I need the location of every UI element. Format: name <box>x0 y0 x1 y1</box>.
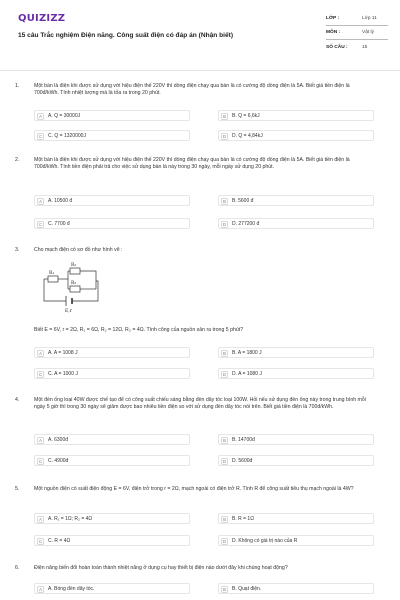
option-text: A. R₁ = 1Ω; R₂ = 4Ω <box>48 516 93 523</box>
question-stem: Một bàn là điện khi được sử dụng với hiệu điện thế 220V thì dòng điện chạy qua bàn là có cường độ dòng điện là 5A. Biết giá tiền điện là 700đ/kWh. Tính nhiệt lượng mà là tỏa ra trong 20 phút. <box>34 83 350 97</box>
option-letter: D <box>222 221 227 227</box>
option-letter: B <box>221 586 228 593</box>
option-b[interactable] <box>218 434 374 445</box>
option-d[interactable] <box>218 218 374 229</box>
option-b[interactable] <box>218 195 374 206</box>
option-letter: D <box>222 133 227 139</box>
option-a[interactable] <box>34 583 190 594</box>
option-c[interactable] <box>34 218 190 229</box>
meta-class-value: Lớp 11 <box>362 16 377 21</box>
meta-divider <box>326 25 388 26</box>
option-c[interactable] <box>34 455 190 466</box>
option-b[interactable] <box>218 583 374 594</box>
option-text: B. 5600 đ <box>232 198 254 205</box>
question-number: 5. <box>15 486 20 492</box>
circuit-diagram <box>40 261 104 313</box>
option-text: B. Quạt điện. <box>232 586 262 593</box>
meta-subject-label: MÔN : <box>326 30 341 35</box>
label-r1: R₁ <box>49 271 55 276</box>
meta-subject-value: Vật lý <box>362 30 374 35</box>
option-letter: C <box>38 133 43 139</box>
option-b[interactable] <box>218 513 374 524</box>
question-stem: Một bàn là điện khi được sử dụng với hiệu điện thế 220V thì dòng điện chạy qua bàn là có cường độ dòng điện là 5A. Biết giá tiền điện là 700đ/kWh. Tính tiền điện phải trả cho việc sử dụng bàn là này trong 30 ngày, mỗi ngày sử dụng 20 phút. <box>34 157 350 171</box>
meta-class-label: LỚP : <box>326 16 340 21</box>
meta-count-label: SỐ CÂU : <box>326 45 348 50</box>
option-a[interactable] <box>34 110 190 121</box>
option-letter: D <box>222 538 227 544</box>
option-text: B. Q = 6,6kJ <box>232 113 260 120</box>
option-text: B. 14700đ <box>232 437 255 444</box>
question-number: 1. <box>15 83 20 89</box>
option-a[interactable] <box>34 195 190 206</box>
question-number: 2. <box>15 157 20 163</box>
option-letter: B <box>221 113 228 120</box>
option-a[interactable] <box>34 347 190 358</box>
question-stem: Cho mạch điện có sơ đồ như hình vẽ : <box>34 247 123 253</box>
option-letter: A <box>37 198 44 205</box>
option-text: B. A = 1800 J <box>232 350 262 357</box>
header-divider <box>0 70 400 71</box>
option-letter: A <box>37 437 44 444</box>
option-letter: B <box>221 516 228 523</box>
option-text: D. 277200 đ <box>232 221 260 228</box>
option-d[interactable] <box>218 130 374 141</box>
option-c[interactable] <box>34 368 190 379</box>
resistor-r2 <box>70 268 80 274</box>
option-d[interactable] <box>218 455 374 466</box>
option-letter: A <box>37 516 44 523</box>
meta-count-value: 15 <box>362 45 368 50</box>
document-title: 15 câu Trắc nghiệm Điện năng. Công suất điện có đáp án (Nhận biết) <box>18 32 234 39</box>
option-letter: B <box>221 350 228 357</box>
option-letter: D <box>222 371 227 377</box>
option-text: C. 4900đ <box>48 458 69 465</box>
option-text: C. Q = 1320000J <box>48 133 86 140</box>
option-letter: A <box>37 586 44 593</box>
label-r2: R₂ <box>71 263 77 268</box>
resistor-r1 <box>48 276 58 282</box>
option-text: D. 5600đ <box>232 458 253 465</box>
question-stem: Một nguồn điện có suất điện động E = 6V, điện trở trong r = 2Ω, mạch ngoài có điện trở R. Tính R để công suất tiêu thụ mạch ngoài là 4W? <box>34 486 354 492</box>
option-c[interactable] <box>34 535 190 546</box>
option-d[interactable] <box>218 535 374 546</box>
option-letter: C <box>38 371 43 377</box>
option-letter: A <box>37 350 44 357</box>
question-stem: Điện năng biến đổi hoàn toàn thành nhiệt năng ở dụng cụ hay thiết bị điện nào dưới đây khi chúng hoạt động? <box>34 565 288 571</box>
question-number: 3. <box>15 247 20 253</box>
quizizz-logo: QUIZIZZ <box>18 13 66 24</box>
option-text: C. R = 4Ω <box>48 538 71 545</box>
option-letter: D <box>222 458 227 464</box>
option-text: A. 6300đ <box>48 437 69 444</box>
option-letter: C <box>38 221 43 227</box>
option-letter: B <box>221 437 228 444</box>
option-text: B. R = 1Ω <box>232 516 254 523</box>
option-c[interactable] <box>34 130 190 141</box>
option-text: D. Không có giá trị nào của R <box>232 538 298 545</box>
option-text: C. 7700 đ <box>48 221 70 228</box>
question-stem-data: Biết E = 6V, r = 2Ω, R₁ = 6Ω, R₂ = 12Ω, R₃ = 4Ω. Tính công của nguồn sản ra trong 5 phút? <box>34 327 244 333</box>
option-letter: C <box>38 538 43 544</box>
option-letter: B <box>221 198 228 205</box>
label-source: E,r <box>65 309 72 313</box>
option-b[interactable] <box>218 347 374 358</box>
worksheet-header <box>0 0 400 62</box>
question-stem: Một đèn ống loại 40W được chế tạo để có công suất chiếu sáng bằng đèn dây tóc loại 100W. Hỏi nếu sử dụng đèn ống này trong trung bình mỗi ngày 5 giờ thì trong 30 ngày sẽ giảm được bao nhiêu tiền điện so với sử dụng đèn dây tóc nói trên. Biết giá tiền điện là 700đ/kWh. <box>34 397 366 411</box>
option-a[interactable] <box>34 434 190 445</box>
option-text: A. A = 1008 J <box>48 350 78 357</box>
question-number: 6. <box>15 565 20 571</box>
option-text: D. A = 1080 J <box>232 371 262 378</box>
option-letter: A <box>37 113 44 120</box>
option-b[interactable] <box>218 110 374 121</box>
option-a[interactable] <box>34 513 190 524</box>
question-number: 4. <box>15 397 20 403</box>
meta-divider <box>326 39 388 40</box>
option-text: A. Bóng đèn dây tóc. <box>48 586 95 593</box>
option-text: D. Q = 4,84kJ <box>232 133 263 140</box>
option-d[interactable] <box>218 368 374 379</box>
option-letter: C <box>38 458 43 464</box>
resistor-r3 <box>70 286 80 292</box>
label-r3: R₃ <box>71 281 77 286</box>
option-text: A. 10500 đ <box>48 198 73 205</box>
option-text: C. A = 1000 J <box>48 371 78 378</box>
option-text: A. Q = 30000J <box>48 113 81 120</box>
